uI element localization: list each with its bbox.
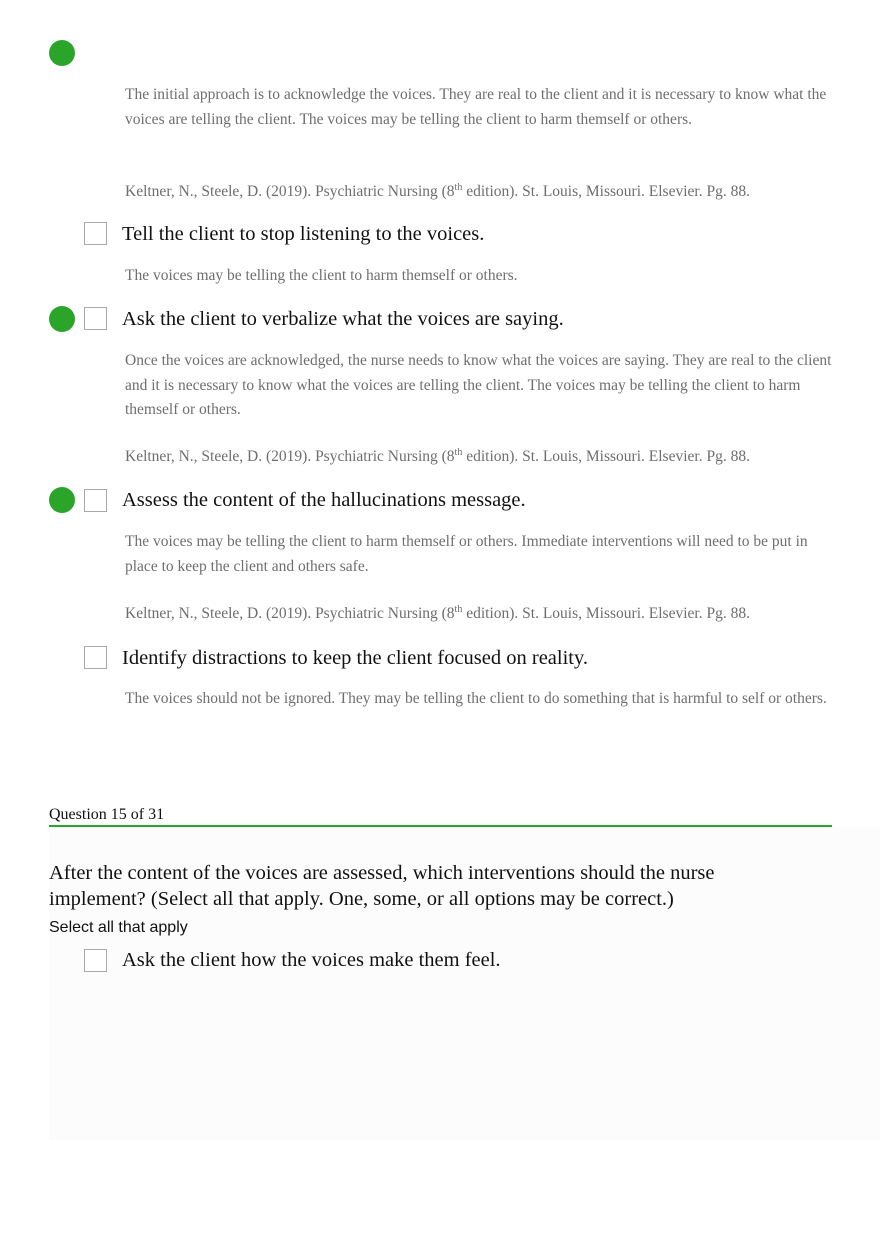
option-checkbox[interactable]	[84, 646, 107, 669]
intro-citation: Keltner, N., Steele, D. (2019). Psychiatric Nursing (8th edition). St. Louis, Missouri. Elsevier. Pg. 88.	[125, 181, 750, 200]
intro-rationale: The initial approach is to acknowledge the voices. They are real to the client and it is necessary to know what the voices are telling the client. The voices may be telling the client to harm themself or others.	[125, 86, 827, 128]
option-label: Ask the client to verbalize what the voices are saying.	[122, 308, 564, 330]
correct-marker-icon	[49, 306, 75, 332]
option-checkbox[interactable]	[84, 949, 107, 972]
option-rationale: The voices may be telling the client to harm themself or others. Immediate interventions will need to be put in place to keep the client and others safe.	[125, 533, 808, 575]
question-instruction: Select all that apply	[49, 919, 188, 936]
correct-marker-icon	[49, 487, 75, 513]
option-label: Tell the client to stop listening to the voices.	[122, 223, 485, 245]
option-label: Identify distractions to keep the client focused on reality.	[122, 647, 589, 669]
option-label: Assess the content of the hallucinations message.	[122, 489, 526, 511]
question-stem: After the content of the voices are assessed, which interventions should the nurse implement? (Select all that apply. One, some, or all options may be correct.)	[49, 862, 715, 910]
option-citation: Keltner, N., Steele, D. (2019). Psychiatric Nursing (8th edition). St. Louis, Missouri. Elsevier. Pg. 88.	[125, 603, 750, 622]
option-checkbox[interactable]	[84, 307, 107, 330]
option-rationale: The voices should not be ignored. They may be telling the client to do something that is harmful to self or others.	[125, 690, 827, 707]
option-checkbox[interactable]	[84, 489, 107, 512]
option-checkbox[interactable]	[84, 222, 107, 245]
option-rationale: The voices may be telling the client to harm themself or others.	[125, 267, 518, 284]
question-counter: Question 15 of 31	[49, 806, 165, 823]
option-rationale: Once the voices are acknowledged, the nurse needs to know what the voices are saying. They are real to the client and it is necessary to know what the voices are telling the client. The voices may be telling the client to harm themself or others.	[125, 352, 832, 418]
option-citation: Keltner, N., Steele, D. (2019). Psychiatric Nursing (8th edition). St. Louis, Missouri. Elsevier. Pg. 88.	[125, 446, 750, 465]
correct-marker-icon	[49, 40, 75, 66]
option-label: Ask the client how the voices make them feel.	[122, 949, 501, 971]
